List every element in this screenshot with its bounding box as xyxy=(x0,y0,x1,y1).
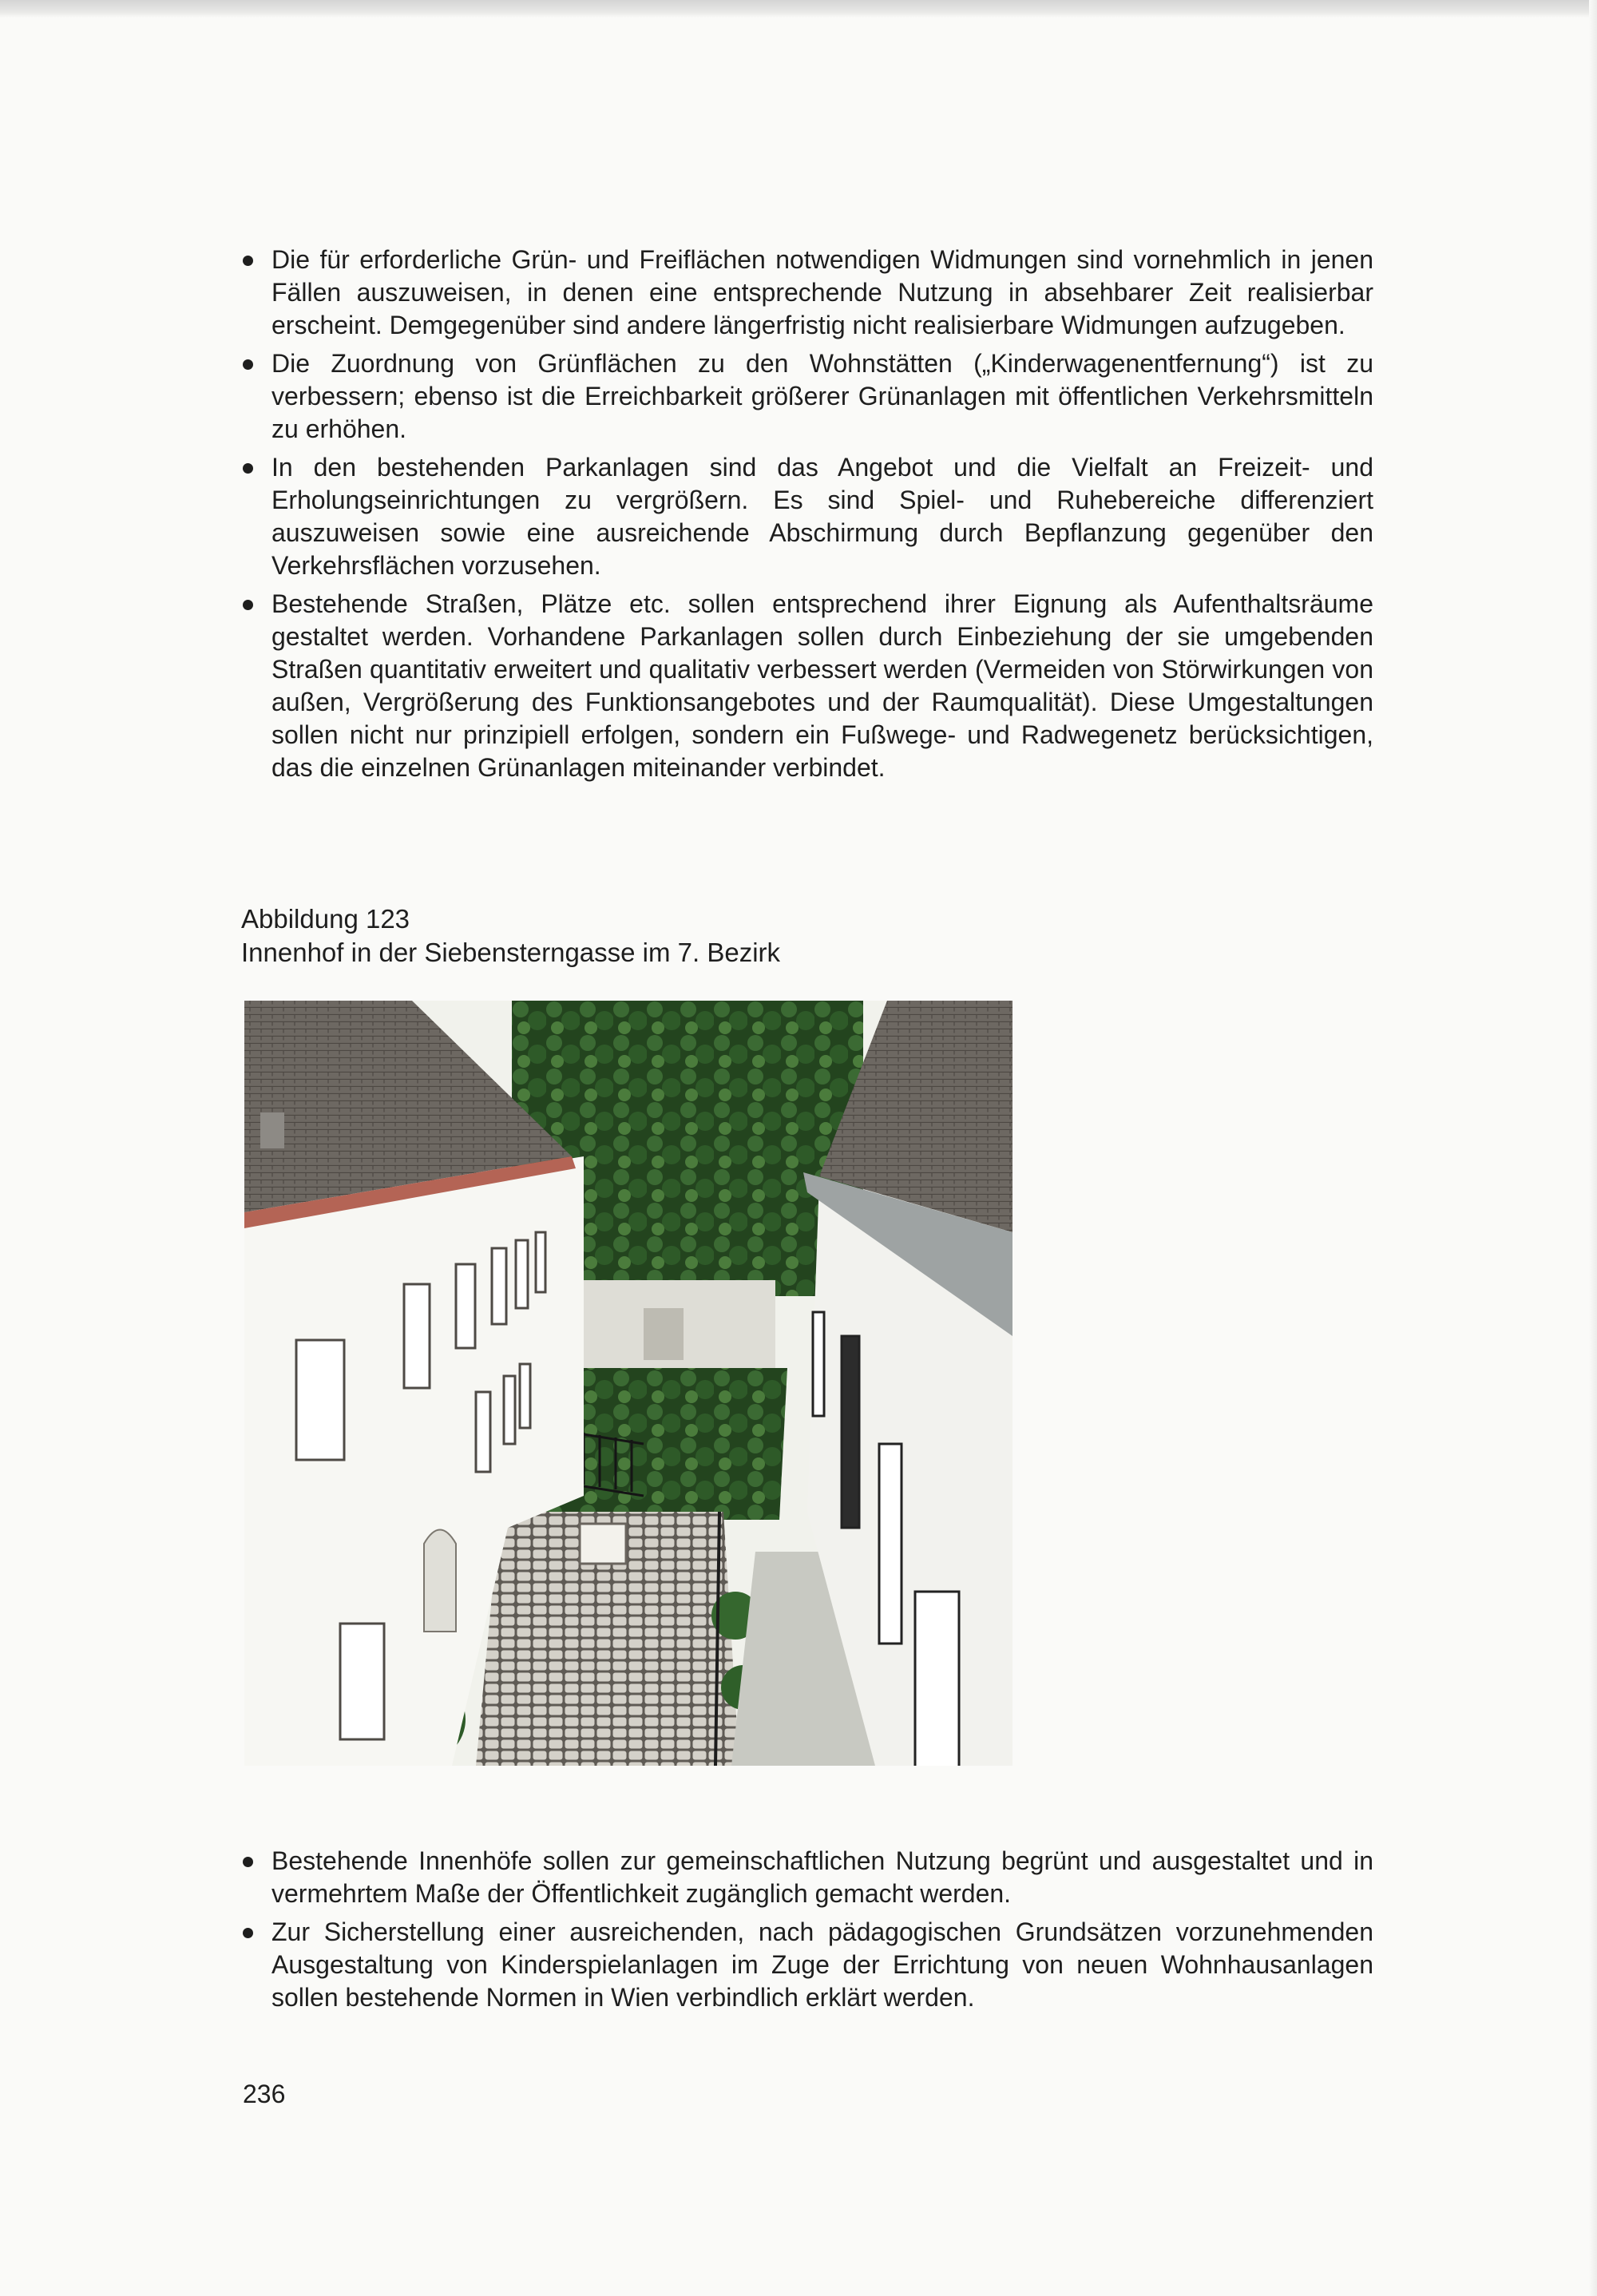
figure-caption-text: Innenhof in der Siebensterngasse im 7. Bezirk xyxy=(241,938,781,967)
bullet-text: Die für erforderliche Grün- und Freiflächen notwendigen Widmungen sind vornehmlich in jenen Fällen auszuweisen, in denen eine entsprechende Nutzung in absehbarer Zeit realisierbar erscheint. Demgegenüber sind andere längerfristig nicht realisierbare Widmungen aufzugeben. xyxy=(271,245,1373,339)
scan-right-edge xyxy=(1589,0,1597,2296)
bullet-text: Zur Sicherstellung einer ausreichenden, nach pädagogischen Grundsätzen vorzunehmenden Ausgestaltung von Kinderspielanlagen im Zuge der Errichtung von neuen Wohnhausanlagen sollen bestehende Normen in Wien verbindlich erklärt werden. xyxy=(271,1917,1373,2012)
bullet-item xyxy=(240,244,1373,342)
bullet-icon xyxy=(243,1928,253,1938)
bullet-icon xyxy=(243,1857,253,1867)
bullet-text: In den bestehenden Parkanlagen sind das Angebot und die Vielfalt an Freizeit- und Erholungseinrichtungen zu vergrößern. Es sind Spiel- und Ruhebereiche differenziert auszuweisen sowie eine ausreichende Abschirmung durch Bepflanzung gegenüber den Verkehrsflächen vorzusehen. xyxy=(271,453,1373,580)
bullet-icon xyxy=(243,256,253,266)
bullet-list-top xyxy=(240,244,1373,790)
bullet-text: Bestehende Innenhöfe sollen zur gemeinschaftlichen Nutzung begrünt und ausgestaltet und in vermehrtem Maße der Öffentlichkeit zugänglich gemacht werden. xyxy=(271,1846,1373,1908)
bullet-text: Bestehende Straßen, Plätze etc. sollen entsprechend ihrer Eignung als Aufenthaltsräume gestaltet werden. Vorhandene Parkanlagen sollen durch Einbeziehung der sie umgebenden Straßen quantitativ erweitert und qualitativ verbessert werden (Vermeiden von Störwirkungen von außen, Vergrößerung des Funktionsangebotes und der Raumqualität). Diese Umgestaltungen sollen nicht nur prinzipiell erfolgen, sondern ein Fußwege- und Radwegenetz berücksichtigen, das die einzelnen Grünanlagen miteinander verbindet. xyxy=(271,589,1373,782)
bullet-text: Die Zuordnung von Grünflächen zu den Wohnstätten („Kinderwagenentfernung“) ist zu verbessern; ebenso ist die Erreichbarkeit größerer Grünanlagen mit öffentlichen Verkehrsmitteln zu erhöhen. xyxy=(271,349,1373,443)
arched-doorway xyxy=(424,1530,456,1632)
garden-table xyxy=(580,1524,626,1564)
page-number: 236 xyxy=(243,2080,286,2108)
bullet-item xyxy=(240,1845,1373,1910)
bullet-item xyxy=(240,347,1373,446)
bullet-item xyxy=(240,1916,1373,2014)
bullet-item xyxy=(240,588,1373,784)
bullet-list-bottom xyxy=(240,1845,1373,2020)
bullet-icon xyxy=(243,359,253,370)
bullet-item xyxy=(240,451,1373,582)
figure-label: Abbildung 123 xyxy=(241,904,410,934)
bullet-icon xyxy=(243,600,253,610)
figure-caption xyxy=(241,902,780,970)
bullet-icon xyxy=(243,463,253,474)
courtyard-photo xyxy=(244,1001,1012,1766)
tree-canopy xyxy=(684,1017,827,1160)
back-wall-doorway xyxy=(644,1308,684,1360)
chimney xyxy=(260,1112,284,1148)
scan-top-edge xyxy=(0,0,1597,18)
